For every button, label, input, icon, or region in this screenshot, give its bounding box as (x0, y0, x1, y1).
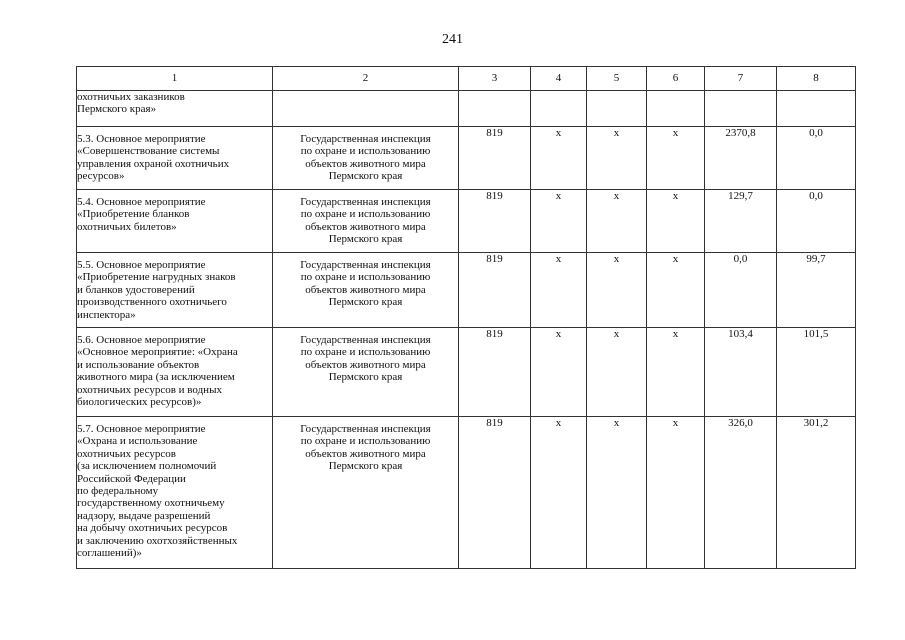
value-cell: х (587, 253, 647, 328)
code-cell: 819 (459, 127, 531, 190)
executor-cell: Государственная инспекция по охране и использованию объектов животного мира Пермского края (273, 253, 459, 328)
amount-cell: 0,0 (777, 127, 856, 190)
executor-cell: Государственная инспекция по охране и использованию объектов животного мира Пермского края (273, 328, 459, 417)
executor-cell (273, 91, 459, 127)
column-header: 2 (273, 67, 459, 91)
table-row (77, 417, 856, 569)
value-cell (647, 91, 705, 127)
measure-name-cell: 5.3. Основное мероприятие «Совершенствование системы управления охраной охотничьих ресурсов» (77, 127, 273, 190)
amount-cell: 129,7 (705, 190, 777, 253)
code-cell: 819 (459, 328, 531, 417)
value-cell: х (587, 190, 647, 253)
amount-cell: 326,0 (705, 417, 777, 569)
value-cell: х (587, 417, 647, 569)
value-cell: х (647, 127, 705, 190)
amount-cell: 301,2 (777, 417, 856, 569)
amount-cell: 103,4 (705, 328, 777, 417)
amount-cell (777, 91, 856, 127)
value-cell: х (647, 417, 705, 569)
value-cell: х (647, 190, 705, 253)
table-row (77, 253, 856, 328)
column-header: 8 (777, 67, 856, 91)
column-header: 7 (705, 67, 777, 91)
value-cell: х (531, 328, 587, 417)
column-header: 5 (587, 67, 647, 91)
value-cell: х (647, 328, 705, 417)
page-number: 241 (442, 32, 463, 47)
value-cell: х (531, 190, 587, 253)
value-cell: х (587, 328, 647, 417)
value-cell: х (531, 253, 587, 328)
table-row (77, 91, 856, 127)
amount-cell: 99,7 (777, 253, 856, 328)
measure-name-cell: 5.7. Основное мероприятие «Охрана и использование охотничьих ресурсов (за исключением полномочий Российской Федерации по федеральному государственному охотничьему надзору, выдаче разрешений на добычу охотничьих ресурсов и заключению охотхозяйственных соглашений)» (77, 417, 273, 569)
column-header: 1 (77, 67, 273, 91)
table-row (77, 190, 856, 253)
code-cell: 819 (459, 417, 531, 569)
value-cell (587, 91, 647, 127)
measure-name-cell: 5.4. Основное мероприятие «Приобретение бланков охотничьих билетов» (77, 190, 273, 253)
executor-cell: Государственная инспекция по охране и использованию объектов животного мира Пермского края (273, 190, 459, 253)
table-header-row (77, 67, 856, 91)
amount-cell: 0,0 (777, 190, 856, 253)
code-cell: 819 (459, 253, 531, 328)
measure-name-cell: 5.6. Основное мероприятие «Основное мероприятие: «Охрана и использование объектов животного мира (за исключением охотничьих ресурсов и водных биологических ресурсов)» (77, 328, 273, 417)
amount-cell: 2370,8 (705, 127, 777, 190)
table-row (77, 127, 856, 190)
value-cell (531, 91, 587, 127)
code-cell (459, 91, 531, 127)
code-cell: 819 (459, 190, 531, 253)
table-row (77, 328, 856, 417)
value-cell: х (587, 127, 647, 190)
measure-name-cell: 5.5. Основное мероприятие «Приобретение нагрудных знаков и бланков удостоверений производственного охотничьего инспектора» (77, 253, 273, 328)
column-header: 4 (531, 67, 587, 91)
value-cell: х (647, 253, 705, 328)
value-cell: х (531, 417, 587, 569)
measure-name-cell: охотничьих заказников Пермского края» (77, 91, 273, 127)
amount-cell (705, 91, 777, 127)
amount-cell: 0,0 (705, 253, 777, 328)
budget-table (76, 66, 856, 569)
amount-cell: 101,5 (777, 328, 856, 417)
column-header: 3 (459, 67, 531, 91)
column-header: 6 (647, 67, 705, 91)
executor-cell: Государственная инспекция по охране и использованию объектов животного мира Пермского края (273, 127, 459, 190)
executor-cell: Государственная инспекция по охране и использованию объектов животного мира Пермского края (273, 417, 459, 569)
value-cell: х (531, 127, 587, 190)
